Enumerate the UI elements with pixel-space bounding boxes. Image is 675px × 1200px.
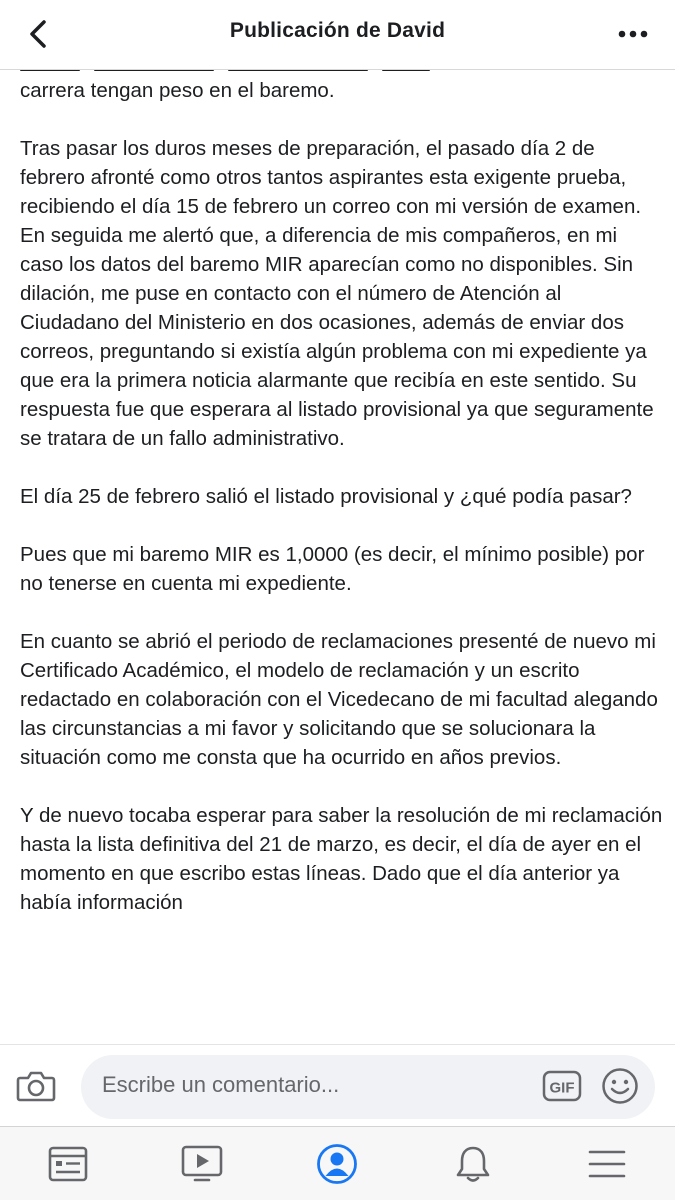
tab-watch[interactable] [172, 1139, 232, 1189]
gif-button[interactable] [542, 1069, 582, 1103]
clipped-text-line [20, 70, 540, 73]
post-content [0, 70, 675, 1044]
post-paragraph: Tras pasar los duros meses de preparación, el pasado día 2 de febrero afronté como otros tantos aspirantes esta exigente prueba, recibiendo el día 15 de febrero un correo con mi versión de examen. En seguida me alertó que, a diferencia de mis compañeros, en mi caso los datos del baremo MIR aparecían como no disponibles. Sin dilación, me puse en contacto con el número de Atención al Ciudadano del Ministerio en dos ocasiones, además de enviar dos correos, preguntando si existía algún problema con mi expediente ya que era la primera noticia alarmante que recibía en este sentido. Su respuesta fue que esperara al listado provisional ya que seguramente se tratara de un fallo administrativo. [20, 137, 654, 450]
page-title: Publicación de David [229, 19, 446, 42]
post-paragraph: Y de nuevo tocaba esperar para saber la resolución de mi reclamación hasta la lista definitiva del 21 de marzo, es decir, el día de ayer en el momento en que escribo estas líneas. Dado que el día anterior ya había información [20, 804, 663, 914]
more-dots-icon [618, 30, 648, 38]
comment-placeholder: Escribe un comentario... [102, 1072, 340, 1097]
comment-composer [0, 1044, 675, 1126]
camera-button[interactable] [14, 1066, 58, 1106]
bottom-tab-bar [0, 1126, 675, 1200]
emoji-icon [601, 1067, 639, 1105]
post-body [20, 76, 665, 946]
more-options-button[interactable] [613, 20, 653, 48]
post-paragraph: En cuanto se abrió el periodo de reclamaciones presenté de nuevo mi Certificado Académico, el modelo de reclamación y un escrito redactado en colaboración con el Vicedecano de mi facultad alegando las circunstancias a mi favor y solicitando que se solucionara la situación como me consta que ha ocurrido en años previos. [20, 630, 658, 769]
camera-icon [16, 1069, 56, 1103]
tab-notifications[interactable] [443, 1139, 503, 1189]
top-navigation-bar [0, 0, 675, 70]
tab-news-feed[interactable] [38, 1139, 98, 1189]
watch-video-icon [181, 1145, 223, 1183]
menu-icon [588, 1148, 626, 1180]
emoji-button[interactable] [600, 1066, 640, 1106]
tab-profile[interactable] [307, 1139, 367, 1189]
notifications-bell-icon [454, 1144, 492, 1184]
post-paragraph: El día 25 de febrero salió el listado provisional y ¿qué podía pasar? [20, 485, 632, 508]
gif-label: GIF [549, 1079, 575, 1097]
post-paragraph: carrera tengan peso en el baremo. [20, 79, 335, 102]
profile-icon [316, 1143, 358, 1185]
tab-menu[interactable] [577, 1139, 637, 1189]
post-paragraph: Pues que mi baremo MIR es 1,0000 (es decir, el mínimo posible) por no tenerse en cuenta mi expediente. [20, 543, 645, 595]
news-feed-icon [48, 1146, 88, 1182]
gif-icon [542, 1070, 582, 1102]
